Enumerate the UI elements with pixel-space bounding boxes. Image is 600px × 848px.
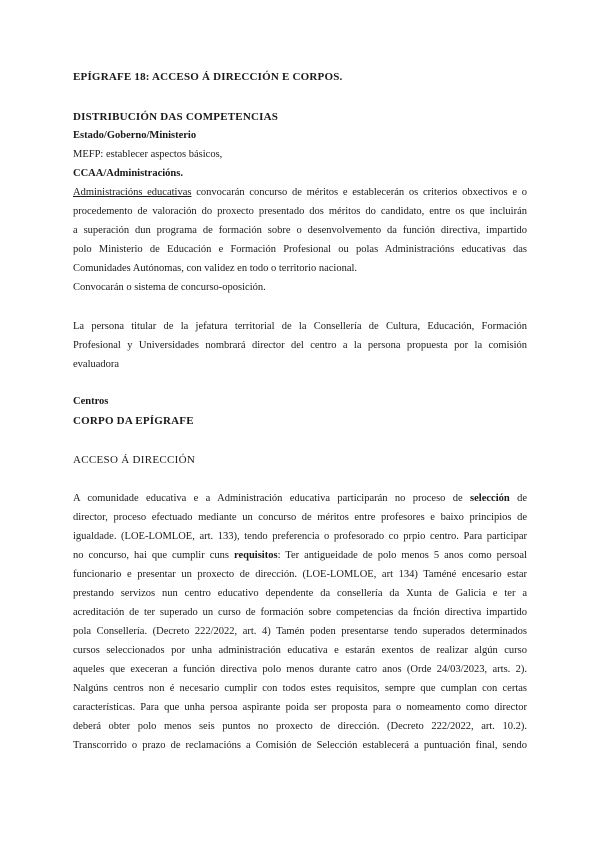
body-line: características. Para que unha persoa aspirante poida ser proposta para o nomeamento como director [73, 702, 527, 713]
centros-label: Centros [73, 396, 109, 407]
body-line: acreditación de ter superado un curso de formación sobre competencias da fnción directiva impartido [73, 607, 527, 618]
section-title: ACCESO Á DIRECCIÓN [73, 454, 196, 466]
admin-paragraph-line: Comunidades Autónomas, con validez en todo o territorio nacional. [73, 263, 358, 274]
admin-underlined-term: Administracións educativas [73, 187, 192, 198]
body-line: funcionario e presentar un proxecto de dirección. (LOE-LOMLOE, art 134) Taméné encesario estar [73, 569, 527, 580]
body-line: pola Consellería. (Decreto 222/2022, art. 4) Tamén poden presentarse tendo superados determinados [73, 626, 527, 637]
body-text: : Ter antigueidade de polo menos 5 anos como persoal [277, 550, 527, 561]
admin-line1-rest: convocarán concurso de méritos e establecerán os criterios obxectivos e o [196, 187, 527, 198]
persona-paragraph-line: Profesional y Universidades nombrará director del centro a la persona propuesta por la comisión [73, 340, 527, 351]
corpo-heading: CORPO DA EPÍGRAFE [73, 415, 194, 427]
body-line [73, 551, 527, 562]
body-line [73, 494, 527, 505]
admin-paragraph-line: procedemento de valoración do proxecto presentado dos méritos do candidato, entre os que incluirán [73, 206, 527, 217]
body-line: Transcorrido o prazo de reclamacións a Comisión de Selección establecerá a puntuación final, sendo [73, 740, 527, 751]
admin-paragraph-line: a superación dun programa de formación sobre o desenvolvemento da función directiva, impartido [73, 225, 527, 236]
body-line: Nalgúns centros non é necesario cumplir con todos estes requisitos, sempre que cumplan con certas [73, 683, 527, 694]
persona-paragraph-line: evaluadora [73, 359, 120, 370]
persona-paragraph-line: La persona titular de la jefatura territorial de la Consellería de Cultura, Educación, Formación [73, 321, 527, 332]
body-line: igualdade. (LOE-LOMLOE, art. 133), tendo preferencia o profesorado co prpio centro. Para participar [73, 531, 527, 542]
requisitos-term: requisitos [233, 550, 278, 561]
admin-paragraph-line: polo Ministerio de Educación e Formación Profesional ou polas Administracións educativas das [73, 244, 527, 255]
body-text: no concurso, hai que cumplir cuns [73, 550, 234, 561]
body-line: deberá obter polo menos seis puntos no proxecto de dirección. (Decreto 222/2022, art. 10.2). [73, 721, 527, 732]
admin-paragraph-line [73, 188, 527, 199]
distribution-heading: DISTRIBUCIÓN DAS COMPETENCIAS [73, 111, 279, 123]
body-line: director, proceso efectuado mediante un concurso de méritos entre profesores e baixo principios de [73, 512, 527, 523]
body-line: aqueles que execeran a función directiva polo menos durante catro anos (Orde 24/03/2023, arts. 2). [73, 664, 527, 675]
ccaa-label: CCAA/Administracións. [73, 168, 183, 179]
state-label: Estado/Goberno/Ministerio [73, 130, 197, 141]
body-text: A comunidade educativa e a Administración educativa participarán no proceso de [73, 493, 471, 504]
mefp-text: MEFP: establecer aspectos básicos, [73, 149, 223, 160]
body-line: prestando servizos nun centro educativo dependente da consellería da Xunta de Galicia e ter a [73, 588, 527, 599]
body-line: cursos seleccionados por unha administración educativa e estarán exentos de realizar algún curso [73, 645, 527, 656]
convocaran-text: Convocarán o sistema de concurso-oposición. [73, 282, 266, 293]
page-title: EPÍGRAFE 18: ACCESO Á DIRECCIÓN E CORPOS. [73, 71, 343, 83]
selection-term: selección [470, 493, 510, 504]
body-text: de [509, 493, 527, 504]
